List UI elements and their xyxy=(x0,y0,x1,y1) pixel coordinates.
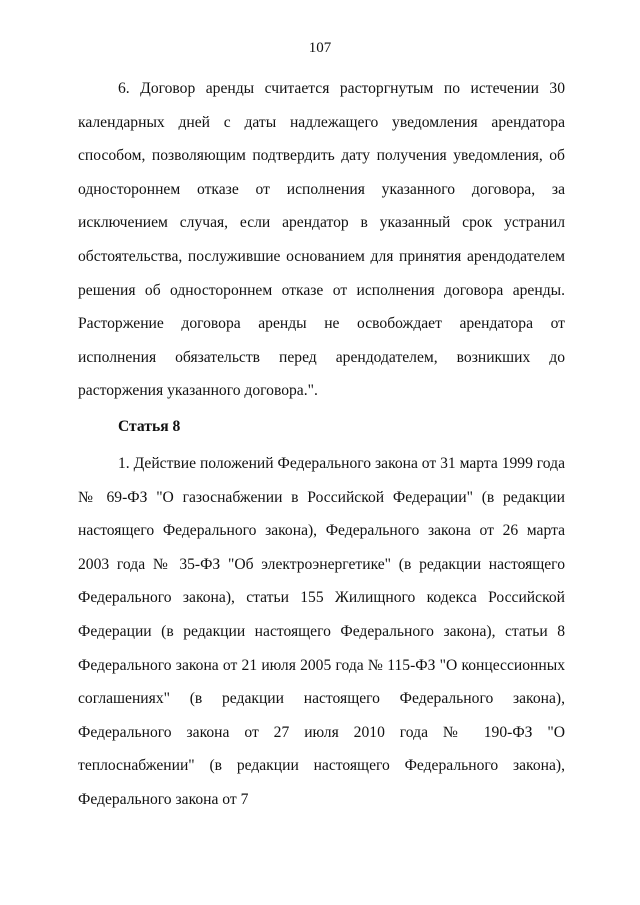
page-number: 107 xyxy=(308,40,332,56)
document-body xyxy=(78,72,565,816)
article-paragraph-1: 1. Действие положений Федерального закона от 31 марта 1999 года № 69-ФЗ "О газоснабжении в Российской Федерации" (в редакции настоящего Федерального закона), Федерального закона от 26 марта 2003 года № 35-ФЗ "Об электроэнергетике" (в редакции настоящего Федерального закона), статьи 155 Жилищного кодекса Российской Федерации (в редакции настоящего Федерального закона), статьи 8 Федерального закона от 21 июля 2005 года № 115-ФЗ "О концессионных соглашениях" (в редакции настоящего Федерального закона), Федерального закона от 27 июля 2010 года № 190-ФЗ "О теплоснабжении" (в редакции настоящего Федерального закона), Федерального закона от 7 xyxy=(78,454,566,808)
paragraph-6: 6. Договор аренды считается расторгнутым по истечении 30 календарных дней с даты надлежащего уведомления арендатора способом, позволяющим подтвердить дату получения уведомления, об одностороннем отказе от исполнения указанного договора, за исключением случая, если арендатор в указанный срок устранил обстоятельства, послужившие основанием для принятия арендодателем решения об одностороннем отказе от исполнения договора аренды. Расторжение договора аренды не освобождает арендатора от исполнения обязательств перед арендодателем, возникших до расторжения указанного договора.". xyxy=(78,80,565,400)
article-heading: Статья 8 xyxy=(118,417,181,435)
